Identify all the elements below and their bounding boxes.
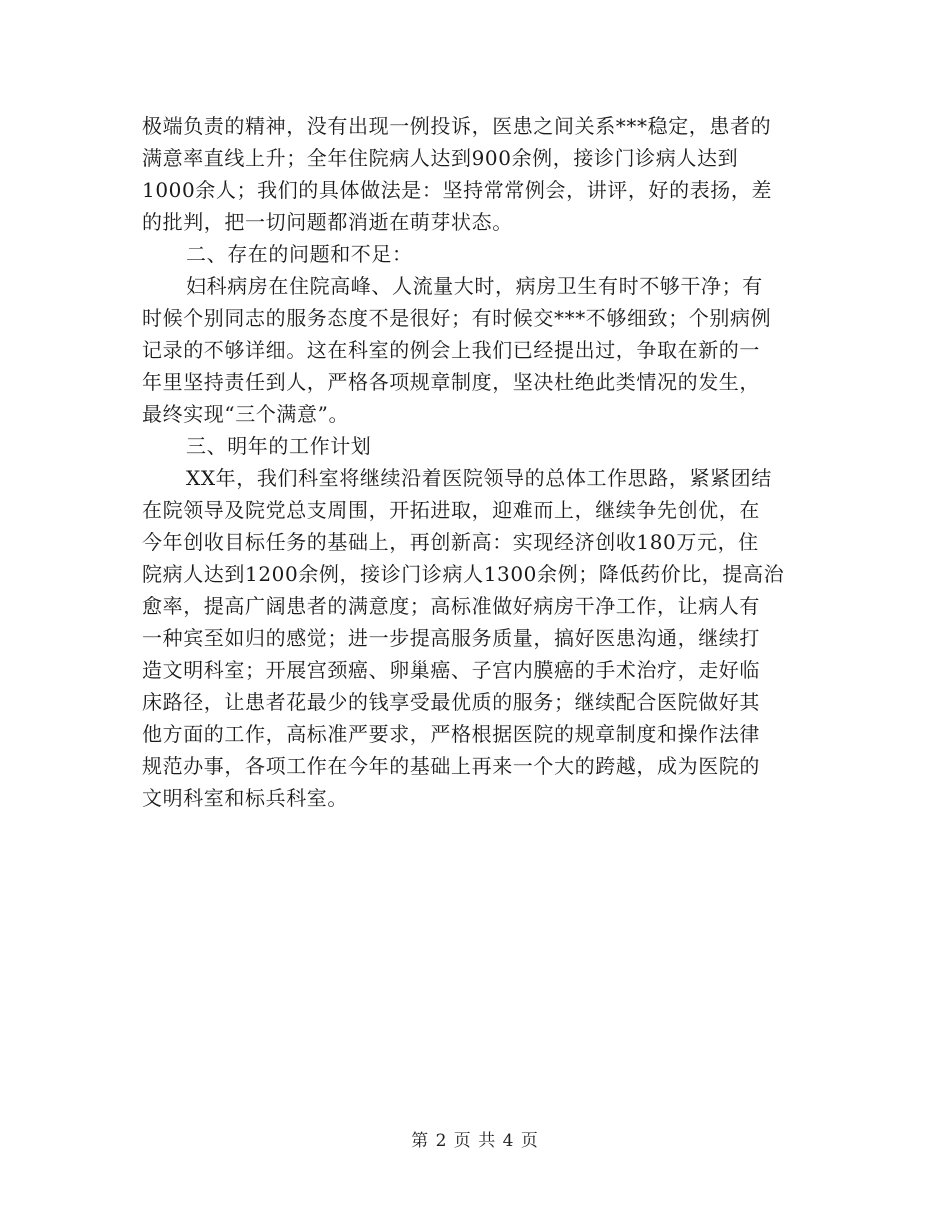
text-line: 文明科室和标兵科室。 bbox=[142, 786, 348, 810]
section-heading-plan: 三、明年的工作计划 bbox=[186, 434, 372, 458]
text-line: 时候个别同志的服务态度不是很好；有时候交***不够细致；个别病例 bbox=[142, 306, 772, 330]
text-line: 在院领导及院党总支周围，开拓进取，迎难而上，继续争先创优，在 bbox=[142, 498, 760, 522]
page-footer bbox=[0, 1126, 950, 1151]
section-heading-problems: 二、存在的问题和不足： bbox=[186, 242, 413, 266]
page-number-label: 第 2 页 共 4 页 bbox=[411, 1131, 539, 1151]
text-line: 他方面的工作，高标准严要求，严格根据医院的规章制度和操作法律 bbox=[142, 722, 760, 746]
text-line: 最终实现“三个满意”。 bbox=[142, 402, 350, 426]
text-line: 极端负责的精神，没有出现一例投诉，医患之间关系***稳定，患者的 bbox=[142, 114, 772, 138]
text-line: 今年创收目标任务的基础上，再创新高：实现经济创收180万元，住 bbox=[142, 530, 759, 554]
text-line: 的批判，把一切问题都消逝在萌芽状态。 bbox=[142, 210, 513, 234]
text-line: 床路径，让患者花最少的钱享受最优质的服务；继续配合医院做好其 bbox=[142, 690, 760, 714]
text-line: 院病人达到1200余例，接诊门诊病人1300余例；降低药价比，提高治 bbox=[142, 562, 785, 586]
body-text bbox=[142, 110, 822, 814]
text-line: 满意率直线上升；全年住院病人达到900余例，接诊门诊病人达到 bbox=[142, 146, 739, 170]
text-line: 造文明科室；开展宫颈癌、卵巢癌、子宫内膜癌的手术治疗，走好临 bbox=[142, 658, 760, 682]
text-line: XX年，我们科室将继续沿着医院领导的总体工作思路，紧紧团结 bbox=[186, 466, 772, 490]
text-line: 年里坚持责任到人，严格各项规章制度，坚决杜绝此类情况的发生， bbox=[142, 370, 760, 394]
text-line: 妇科病房在住院高峰、人流量大时，病房卫生有时不够干净；有 bbox=[186, 274, 763, 298]
text-line: 愈率，提高广阔患者的满意度；高标准做好病房干净工作，让病人有 bbox=[142, 594, 760, 618]
text-line: 规范办事，各项工作在今年的基础上再来一个大的跨越，成为医院的 bbox=[142, 754, 760, 778]
text-line: 1000余人；我们的具体做法是：坚持常常例会，讲评，好的表扬，差 bbox=[142, 178, 773, 202]
text-line: 一种宾至如归的感觉；进一步提高服务质量，搞好医患沟通，继续打 bbox=[142, 626, 760, 650]
text-line: 记录的不够详细。这在科室的例会上我们已经提出过，争取在新的一 bbox=[142, 338, 760, 362]
